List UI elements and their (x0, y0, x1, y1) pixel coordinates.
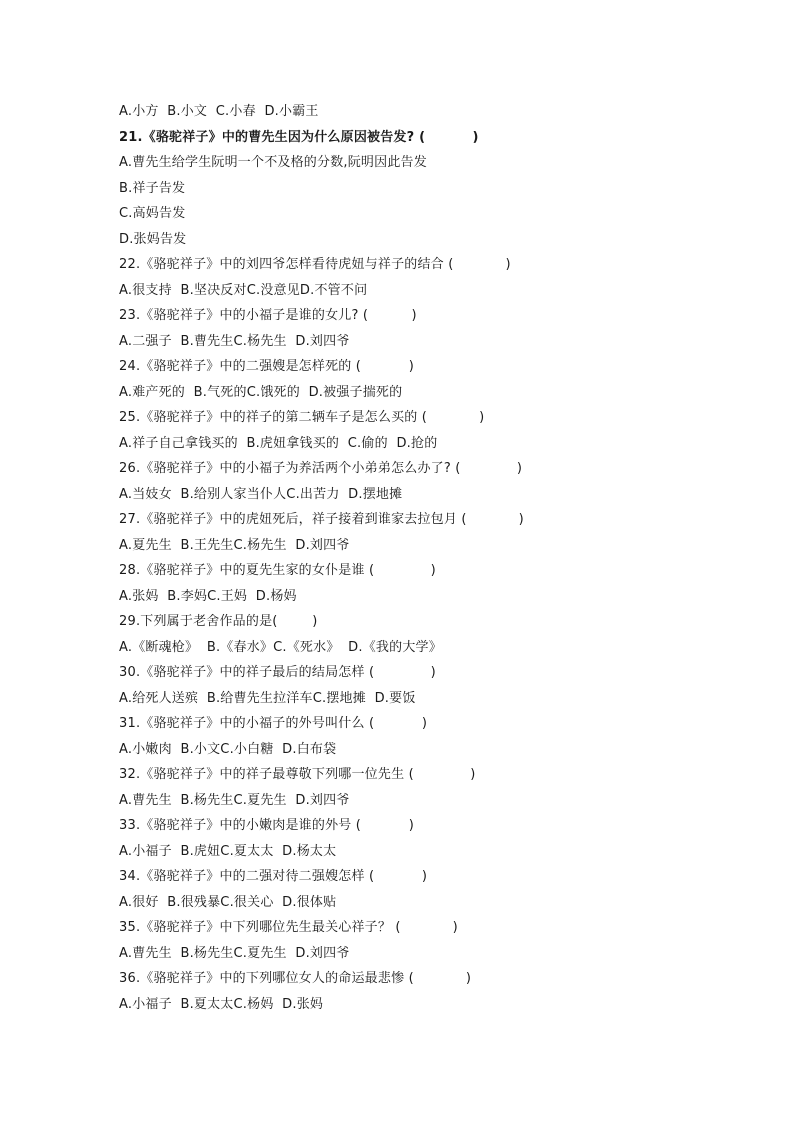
question-text: 26.《骆驼祥子》中的小福子为养活两个小弟弟怎么办了? ( ) (119, 461, 523, 476)
answer-options: A.夏先生 B.王先生C.杨先生 D.刘四爷 (119, 537, 350, 553)
question-text: 35.《骆驼祥子》中下列哪位先生最关心祥子？ ( ) (119, 920, 458, 935)
question-text: 31.《骆驼祥子》中的小福子的外号叫什么 ( ) (119, 716, 428, 731)
answer-options: A.小嫩肉 B.小文C.小白糖 D.白布袋 (119, 741, 337, 757)
question-text: 33.《骆驼祥子》中的小嫩肉是谁的外号 ( ) (119, 818, 415, 833)
question-text: 34.《骆驼祥子》中的二强对待二强嫂怎样 ( ) (119, 869, 428, 884)
answer-options: A.曹先生 B.杨先生C.夏先生 D.刘四爷 (119, 792, 350, 808)
answer-options: C.高妈告发 (119, 206, 186, 221)
question-text: 25.《骆驼祥子》中的祥子的第二辆车子是怎么买的 ( ) (119, 410, 485, 425)
question-text: 22.《骆驼祥子》中的刘四爷怎样看待虎妞与祥子的结合 ( ) (119, 257, 511, 272)
answer-options: A.曹先生给学生阮明一个不及格的分数,阮明因此告发 (119, 155, 427, 170)
answer-options: A.祥子自己拿钱买的 B.虎妞拿钱买的 C.偷的 D.抢的 (119, 435, 438, 451)
answer-options: D.张妈告发 (119, 231, 187, 247)
answer-options: A.小福子 B.夏太太C.杨妈 D.张妈 (119, 996, 324, 1012)
answer-options: A.二强子 B.曹先生C.杨先生 D.刘四爷 (119, 333, 350, 349)
answer-options: A.难产死的 B.气死的C.饿死的 D.被强子揣死的 (119, 384, 403, 400)
answer-options: A.《断魂枪》 B.《春水》C.《死水》 D.《我的大学》 (119, 639, 442, 655)
question-text: 28.《骆驼祥子》中的夏先生家的女仆是谁 ( ) (119, 563, 436, 578)
answer-options: A.给死人送殡 B.给曹先生拉洋车C.摆地摊 D.要饭 (119, 690, 416, 706)
answer-options: A.张妈 B.李妈C.王妈 D.杨妈 (119, 588, 297, 604)
question-text: 36.《骆驼祥子》中的下列哪位女人的命运最悲惨 ( ) (119, 971, 472, 986)
question-text: 29.下列属于老舍作品的是( ) (119, 614, 318, 629)
answer-options: A.很好 B.很残暴C.很关心 D.很体贴 (119, 894, 337, 910)
question-text: 30.《骆驼祥子》中的祥子最后的结局怎样 ( ) (119, 665, 436, 680)
question-text: 27.《骆驼祥子》中的虎妞死后，祥子接着到谁家去拉包月 ( ) (119, 512, 524, 527)
answer-options: B.祥子告发 (119, 180, 186, 196)
answer-options: A.很支持 B.坚决反对C.没意见D.不管不问 (119, 282, 368, 298)
answer-options: A.当妓女 B.给别人家当仆人C.出苦力 D.摆地摊 (119, 486, 403, 502)
answer-options: A.小福子 B.虎妞C.夏太太 D.杨太太 (119, 843, 337, 859)
question-text: 23.《骆驼祥子》中的小福子是谁的女儿? ( ) (119, 308, 417, 323)
question-text: 32.《骆驼祥子》中的祥子最尊敬下列哪一位先生 ( ) (119, 767, 476, 782)
answer-options: A.小方 B.小文 C.小春 D.小霸王 (119, 104, 319, 119)
question-list (119, 99, 679, 1017)
question-text: 21.《骆驼祥子》中的曹先生因为什么原因被告发? ( ) (119, 129, 479, 145)
question-text: 24.《骆驼祥子》中的二强嫂是怎样死的 ( ) (119, 359, 415, 374)
answer-options: A.曹先生 B.杨先生C.夏先生 D.刘四爷 (119, 945, 350, 961)
